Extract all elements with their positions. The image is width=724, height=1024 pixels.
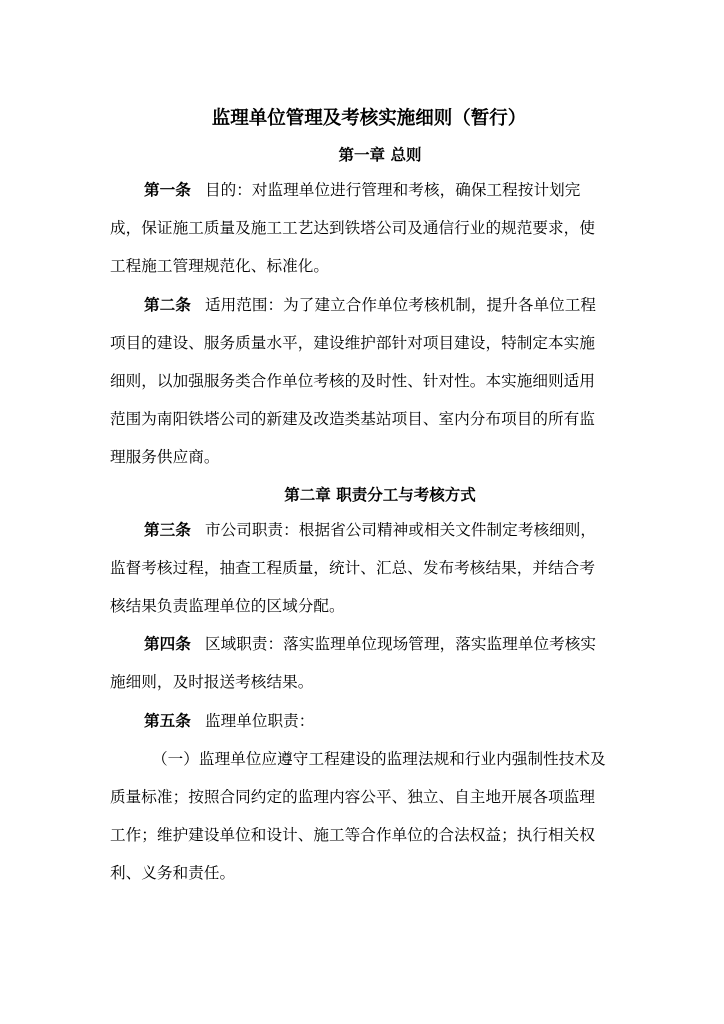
article-5-item-1: （一）监理单位应遵守工程建设的监理法规和行业内强制性技术及质量标准；按照合同约定的监理内容公平、独立、自主地开展各项监理工作；维护建设单位和设计、施工等合作单位的合法权益；执行相关权利、义务和责任。 xyxy=(110,749,606,883)
document-page xyxy=(110,104,610,893)
article-2-label: 第二条 xyxy=(144,295,191,314)
article-3-text: 市公司职责：根据省公司精神或相关文件制定考核细则，监督考核过程，抽查工程质量，统计、汇总、发布考核结果，并结合考核结果负责监理单位的区域分配。 xyxy=(110,520,597,616)
chapter-2-heading: 第二章 职责分工与考核方式 xyxy=(284,485,476,504)
chapter-1-heading: 第一章 总则 xyxy=(338,146,422,164)
article-3 xyxy=(110,511,610,626)
article-2-text: 适用范围：为了建立合作单位考核机制，提升各单位工程项目的建设、服务质量水平，建设维护部针对项目建设，特制定本实施细则，以加强服务类合作单位考核的及时性、针对性。本实施细则适用范围为南阳铁塔公司的新建及改造类基站项目、室内分布项目的所有监理服务供应商。 xyxy=(110,295,597,467)
article-5-label: 第五条 xyxy=(144,711,191,730)
article-1-label: 第一条 xyxy=(144,181,191,199)
article-4 xyxy=(110,625,610,701)
article-2 xyxy=(110,286,610,477)
article-5-text: 监理单位职责： xyxy=(204,711,315,730)
article-5 xyxy=(110,702,610,740)
article-1-text: 目的：对监理单位进行管理和考核，确保工程按计划完成，保证施工质量及施工工艺达到铁塔公司及通信行业的规范要求，使工程施工管理规范化、标准化。 xyxy=(110,181,595,276)
article-3-label: 第三条 xyxy=(144,520,191,539)
article-1 xyxy=(110,171,610,286)
article-4-text: 区域职责：落实监理单位现场管理，落实监理单位考核实施细则，及时报送考核结果。 xyxy=(110,635,597,692)
document-title: 监理单位管理及考核实施细则（暂行） xyxy=(211,108,527,129)
article-4-label: 第四条 xyxy=(144,635,191,654)
